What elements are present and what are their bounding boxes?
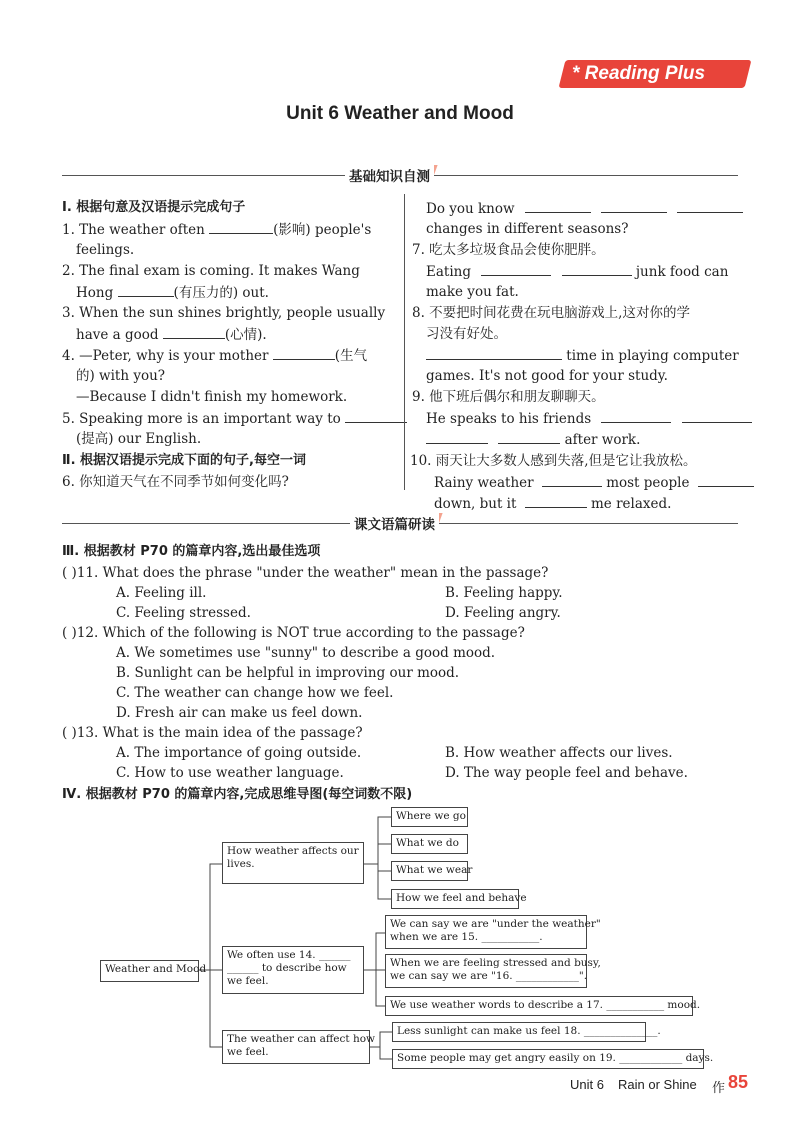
q12-option-b[interactable]: B. Sunlight can be helpful in improving our mood. [116,665,460,681]
q4-line3: —Because I didn't finish my homework. [76,389,348,405]
mind-map-node [385,915,601,949]
branch-3-line: The weather can affect how [227,1033,376,1045]
q7-line2: make you fat. [426,284,519,300]
mind-map-node: What we wear [391,861,468,881]
q7-line1: Eating junk food can [426,261,728,282]
part4-heading: Ⅳ. 根据教材 P70 的篇章内容,完成思维导图(每空词数不限) [62,787,413,802]
footer-zuo: 作 [712,1081,726,1096]
q11-option-b[interactable]: B. Feeling happy. [445,585,563,601]
section-label-basic: 基础知识自测 [345,165,434,185]
q8-chinese2: 习没有好处。 [426,326,507,342]
q4-line2: 的) with you? [76,368,166,384]
node-line: When we are feeling stressed and busy, [390,957,601,969]
mind-map-node: Some people may get angry easily on 19. ____________ days. [392,1049,704,1069]
mind-map-node: How we feel and behave [391,889,519,909]
section-label-reading: 课文语篇研读 [350,513,439,533]
branch-2-line: We often use 14. ______ [227,949,351,961]
q4-line1: 4. —Peter, why is your mother (生气 [62,345,367,366]
q6-chinese: 6. 你知道天气在不同季节如何变化吗? [62,474,289,490]
node-line: when we are 15. ___________. [390,931,543,943]
q13-option-d[interactable]: D. The way people feel and behave. [445,765,688,781]
q11-option-c[interactable]: C. Feeling stressed. [116,605,251,621]
branch-2-line: ______ to describe how [227,962,347,974]
q12-option-d[interactable]: D. Fresh air can make us feel down. [116,705,363,721]
page-number: 85 [728,1072,749,1092]
q13-option-c[interactable]: C. How to use weather language. [116,765,344,781]
branch-3-line: we feel. [227,1046,269,1058]
q3-line2: have a good (心情). [76,324,267,345]
q5-line1: 5. Speaking more is an important way to [62,408,407,429]
q3-line1: 3. When the sun shines brightly, people usually [62,305,386,321]
q10-chinese: 10. 雨天让大多数人感到失落,但是它让我放松。 [410,453,697,469]
q9-line1: He speaks to his friends [426,408,752,429]
mind-map-node: Where we go [391,807,468,827]
mind-map-node: What we do [391,834,468,854]
part2-heading: Ⅱ. 根据汉语提示完成下面的句子,每空一词 [62,453,306,468]
q11-stem: ( )11. What does the phrase "under the weather" mean in the passage? [62,565,549,581]
mind-map-branch-1: How weather affects our lives. [222,842,364,884]
q1-line1: 1. The weather often (影响) people's [62,219,371,240]
q2-line1: 2. The final exam is coming. It makes Wang [62,263,360,279]
part1-heading: Ⅰ. 根据句意及汉语提示完成句子 [62,200,246,215]
q13-option-a[interactable]: A. The importance of going outside. [116,745,362,761]
q9-line2: after work. [426,429,640,450]
q2-line2: Hong (有压力的) out. [76,282,269,303]
q1-line2: feelings. [76,242,135,258]
node-line: we can say we are "16. ____________". [390,970,588,982]
q8-chinese1: 8. 不要把时间花费在玩电脑游戏上,这对你的学 [412,305,690,321]
footer-unit: Unit 6 [570,1077,604,1092]
q6-line1: Do you know [426,198,743,219]
page-title: Unit 6 Weather and Mood [286,103,514,124]
node-line: We can say we are "under the weather" [390,918,601,930]
mind-map-root: Weather and Mood [100,960,199,982]
mind-map-node [385,954,601,988]
mind-map-node: We use weather words to describe a 17. ___________ mood. [385,996,693,1016]
q12-option-a[interactable]: A. We sometimes use "sunny" to describe a good mood. [116,645,496,661]
branch-2-line: we feel. [227,975,269,987]
q11-option-d[interactable]: D. Feeling angry. [445,605,561,621]
footer-topic: Rain or Shine [618,1077,697,1092]
q10-line1: Rainy weather most people [434,472,754,493]
q5-line2: (提高) our English. [76,431,202,447]
q8-line1: time in playing computer [426,345,739,366]
q13-stem: ( )13. What is the main idea of the passage? [62,725,363,741]
q9-chinese: 9. 他下班后偶尔和朋友聊聊天。 [412,389,605,405]
mind-map-branch-3 [222,1030,376,1064]
q13-option-b[interactable]: B. How weather affects our lives. [445,745,673,761]
part3-heading: Ⅲ. 根据教材 P70 的篇章内容,选出最佳选项 [62,544,321,559]
q11-option-a[interactable]: A. Feeling ill. [116,585,207,601]
q12-option-c[interactable]: C. The weather can change how we feel. [116,685,394,701]
q6-line2: changes in different seasons? [426,221,629,237]
mind-map-node: Less sunlight can make us feel 18. ______________. [392,1022,646,1042]
q7-chinese: 7. 吃太多垃圾食品会使你肥胖。 [412,242,605,258]
q8-line2: games. It's not good for your study. [426,368,668,384]
q10-line2: down, but it me relaxed. [434,493,671,514]
reading-plus-label: * Reading Plus [572,63,706,84]
q12-stem: ( )12. Which of the following is NOT true according to the passage? [62,625,525,641]
mind-map-branch-2 [222,946,364,994]
